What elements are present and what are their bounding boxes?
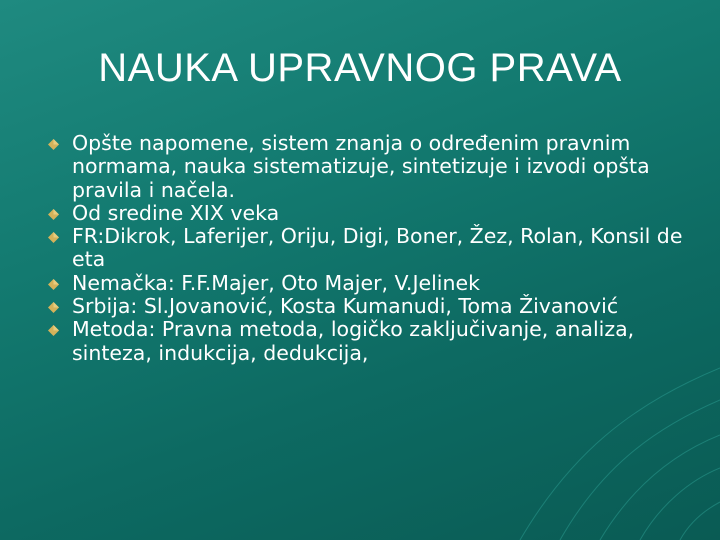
slide-title: NAUKA UPRAVNOG PRAVA — [98, 46, 622, 90]
diamond-bullet-icon — [48, 209, 59, 220]
bullet-list — [48, 132, 688, 365]
diamond-bullet-icon — [48, 302, 59, 313]
diamond-bullet-icon — [48, 232, 59, 243]
bullet-text: Opšte napomene, sistem znanja o određenim pravnim normama, nauka sistematizuje, sintetizuje i izvodi opšta pravila i načela. — [72, 131, 650, 202]
list-item — [48, 225, 688, 272]
list-item — [48, 318, 688, 365]
list-item — [48, 272, 688, 295]
bullet-text: Srbija: Sl.Jovanović, Kosta Kumanudi, Toma Živanović — [72, 294, 619, 319]
list-item — [48, 295, 688, 318]
diamond-bullet-icon — [48, 279, 59, 290]
bullet-text: FR:Dikrok, Laferijer, Oriju, Digi, Boner, Žez, Rolan, Konsil de eta — [72, 224, 683, 272]
list-item — [48, 132, 688, 202]
bullet-text: Metoda: Pravna metoda, logičko zaključivanje, analiza, sinteza, indukcija, dedukcija, — [72, 317, 635, 365]
list-item — [48, 202, 688, 225]
bullet-text: Od sredine XIX veka — [72, 200, 280, 225]
diamond-bullet-icon — [48, 325, 59, 336]
diamond-bullet-icon — [48, 139, 59, 150]
bullet-text: Nemačka: F.F.Majer, Oto Majer, V.Jelinek — [72, 270, 480, 295]
